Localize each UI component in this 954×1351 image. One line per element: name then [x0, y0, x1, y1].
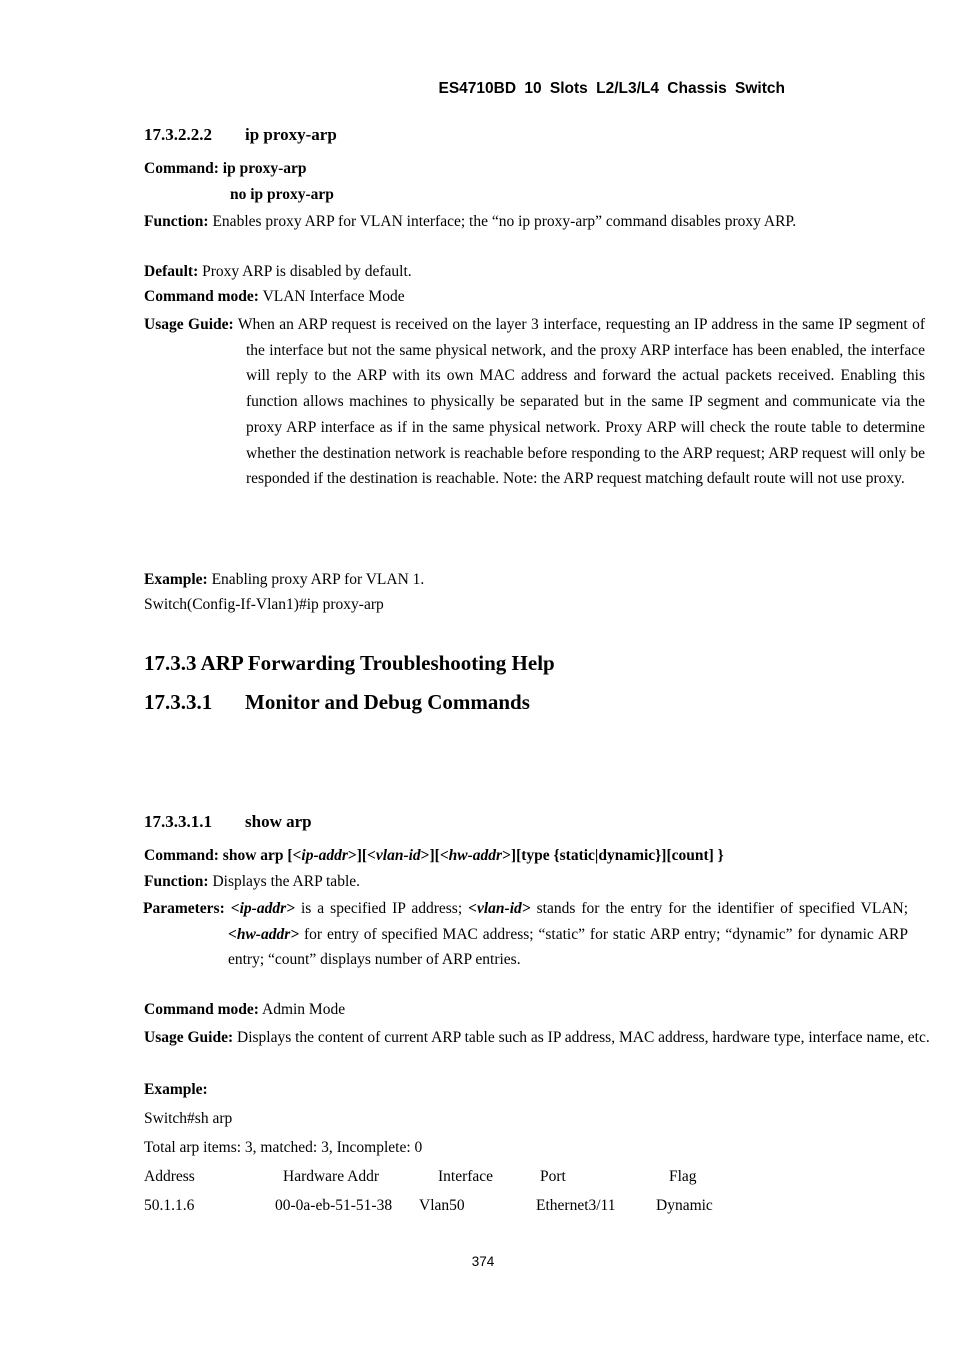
command-line — [144, 160, 306, 178]
page-number: 374 — [471, 1254, 495, 1269]
param-vlan-id: vlan-id — [375, 847, 421, 864]
example-line — [144, 571, 424, 589]
example-command: Switch(Config-If-Vlan1)#ip proxy-arp — [144, 596, 384, 613]
section-title: Monitor and Debug Commands — [245, 690, 530, 714]
section-heading-monitor — [144, 690, 530, 715]
table-header-cell: Hardware Addr — [283, 1168, 379, 1185]
function-text: Enables proxy ARP for VLAN interface; the “no ip proxy-arp” command disables proxy ARP. — [212, 213, 797, 230]
command-no-text: no ip proxy-arp — [230, 186, 334, 203]
mode-label: Command mode: — [144, 1001, 259, 1018]
table-cell: 50.1.1.6 — [144, 1197, 195, 1214]
usage-text: Displays the content of current ARP table such as IP address, MAC address, hardware type, interface name, etc. — [237, 1029, 930, 1046]
section-number: 17.3.2.2.2 — [144, 125, 212, 144]
param-ip-addr: <ip-addr> — [230, 900, 295, 917]
section-heading-show-arp — [144, 812, 312, 832]
table-cell: 00-0a-eb-51-51-38 — [275, 1197, 393, 1214]
table-header-cell: Flag — [669, 1168, 697, 1185]
default-line — [144, 263, 412, 281]
section-heading-ip-proxy-arp — [144, 125, 337, 145]
section-heading-troubleshooting: 17.3.3 ARP Forwarding Troubleshooting Help — [144, 651, 555, 675]
page-header: ES4710BD 10 Slots L2/L3/L4 Chassis Switch — [438, 80, 785, 97]
command-label: Command: — [144, 847, 219, 864]
param-hw-addr: hw-addr — [448, 847, 503, 864]
usage-paragraph — [144, 312, 925, 492]
mode-text: VLAN Interface Mode — [262, 288, 405, 305]
mode-line — [144, 288, 405, 306]
param-ip-addr: ip-addr — [301, 847, 348, 864]
parameters-text: for entry of specified MAC address; “static” for static ARP entry; “dynamic” for dynamic ARP entry; “count” displays number of ARP entries. — [228, 925, 908, 969]
function-label: Function: — [144, 873, 209, 890]
table-header-cell: Address — [144, 1168, 195, 1185]
show-arp-function-line — [144, 873, 360, 891]
function-paragraph — [144, 209, 901, 235]
usage-label: Usage Guide: — [144, 1029, 234, 1046]
table-header-cell: Port — [540, 1168, 566, 1185]
command-part: >][type {static|dynamic}][count] } — [502, 847, 724, 864]
table-cell: Ethernet3/11 — [536, 1197, 616, 1214]
usage-label: Usage Guide: — [144, 316, 234, 333]
command-part: >][< — [420, 847, 449, 864]
example-label: Example: — [144, 571, 208, 588]
function-text: Displays the ARP table. — [212, 873, 360, 890]
parameters-text: is a specified IP address; — [294, 900, 469, 917]
show-arp-example-summary: Total arp items: 3, matched: 3, Incomplete: 0 — [144, 1139, 423, 1156]
show-arp-command-line — [144, 847, 724, 865]
command-text: ip proxy-arp — [222, 160, 307, 177]
section-number: 17.3.3.1.1 — [144, 812, 212, 831]
table-cell: Vlan50 — [419, 1197, 465, 1214]
command-label: Command: — [144, 160, 219, 177]
show-arp-example-command: Switch#sh arp — [144, 1110, 233, 1127]
command-part: show arp [< — [222, 847, 302, 864]
parameters-text: stands for the entry for the identifier of specified VLAN; — [530, 900, 909, 917]
default-text: Proxy ARP is disabled by default. — [202, 263, 412, 280]
show-arp-parameters-paragraph — [143, 896, 908, 973]
example-text: Enabling proxy ARP for VLAN 1. — [211, 571, 425, 588]
table-header-cell: Interface — [438, 1168, 494, 1185]
mode-text: Admin Mode — [262, 1001, 346, 1018]
section-title: ip proxy-arp — [245, 125, 337, 144]
param-hw-addr: <hw-addr> — [228, 925, 300, 943]
command-part: >][< — [347, 847, 376, 864]
show-arp-example-label: Example: — [144, 1081, 208, 1098]
usage-text: When an ARP request is received on the layer 3 interface, requesting an IP address in the same IP segment of the interface but not the same physical network, and the proxy ARP interface has been enabled, the interface will reply to the ARP with its own MAC address and forward the actual packets received. Enabling this function allows machines to physically be separated but in the same IP segment and communicate via the proxy ARP interface as if in the same physical network. Proxy ARP will check the route table to determine whether the destination network is reachable before responding to the ARP request; ARP request will only be responded if the destination is reachable. Note: the ARP request matching default route will not use proxy. — [237, 316, 926, 488]
section-number: 17.3.3.1 — [144, 690, 213, 714]
table-cell: Dynamic — [656, 1197, 713, 1214]
function-label: Function: — [144, 213, 209, 230]
show-arp-mode-line — [144, 1001, 345, 1019]
show-arp-usage-paragraph — [144, 1025, 932, 1051]
mode-label: Command mode: — [144, 288, 259, 305]
parameters-label: Parameters: — [143, 900, 225, 917]
default-label: Default: — [144, 263, 199, 280]
section-title: show arp — [245, 812, 312, 831]
param-vlan-id: <vlan-id> — [468, 900, 531, 917]
